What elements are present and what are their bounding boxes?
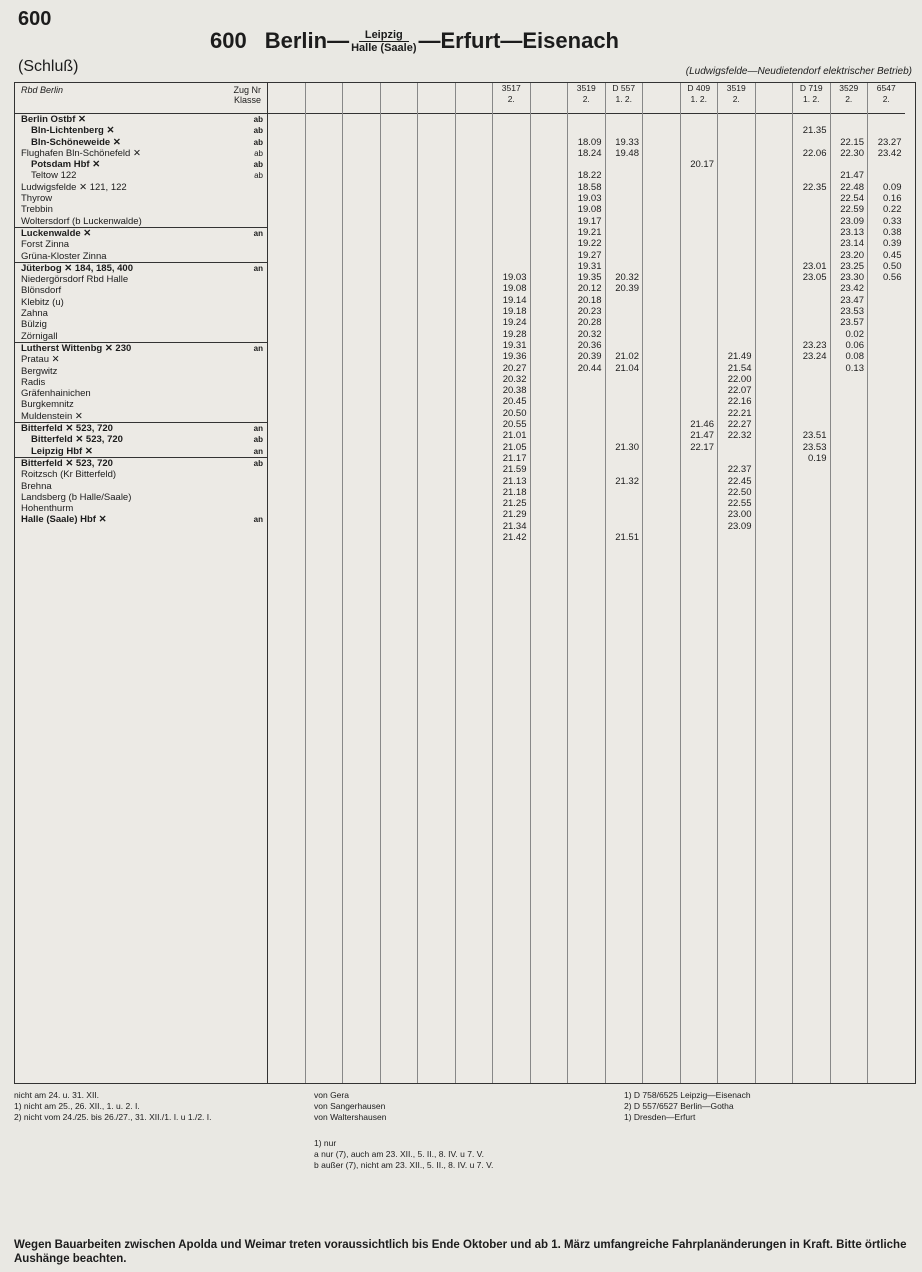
station-row	[15, 137, 267, 148]
footnotes-bottom	[314, 1138, 644, 1171]
subtitle-electric: (Ludwigsfelde—Neudietendorf elektrischer Betrieb)	[685, 66, 912, 77]
station-name: Jüterbog ✕ 184, 185, 400	[21, 262, 133, 274]
station-row	[15, 193, 267, 204]
station-name: Bitterfeld ✕ 523, 720	[21, 423, 113, 435]
station-row	[15, 434, 267, 445]
train-times: 20.17 21.46 21.47 22.17	[690, 159, 714, 453]
train-number: 3519 2.	[718, 83, 755, 114]
subtitle-schluss: (Schluß)	[18, 58, 79, 75]
station-name: Teltow 122	[31, 170, 77, 182]
train-number: 3529 2.	[831, 83, 868, 114]
train-column	[643, 83, 681, 1083]
station-name: Brehna	[21, 480, 52, 492]
footnotes-left	[14, 1090, 284, 1123]
train-column	[456, 83, 494, 1083]
station-list	[15, 114, 267, 526]
train-number: D 409 1. 2.	[681, 83, 718, 114]
station-row	[15, 308, 267, 319]
arrival-departure-marker: ab	[253, 160, 263, 170]
station-row	[15, 114, 267, 125]
station-row	[15, 204, 267, 215]
footnote-line: 2) D 557/6527 Berlin—Gotha	[624, 1101, 734, 1111]
footnotes-right	[624, 1090, 914, 1123]
station-name: Roitzsch (Kr Bitterfeld)	[21, 469, 117, 481]
train-number	[456, 83, 493, 114]
title-fraction	[351, 29, 416, 54]
title-frac-bottom: Halle (Saale)	[351, 41, 417, 54]
train-column	[568, 83, 606, 1083]
footnote-line: 1) Dresden—Erfurt	[624, 1112, 696, 1122]
station-name: Landsberg (b Halle/Saale)	[21, 491, 132, 503]
title-frac-top: Leipzig	[359, 29, 409, 42]
train-column	[756, 83, 794, 1083]
station-row	[15, 285, 267, 296]
train-column	[718, 83, 756, 1083]
station-name: Zörnigall	[21, 330, 58, 342]
station-name: Bülzig	[21, 319, 47, 331]
station-row	[15, 159, 267, 170]
station-row	[15, 411, 267, 422]
train-column	[681, 83, 719, 1083]
arrival-departure-marker: an	[253, 343, 263, 353]
page-title	[210, 24, 730, 58]
train-number	[756, 83, 793, 114]
title-start: Berlin—	[264, 28, 350, 53]
train-column	[531, 83, 569, 1083]
footnote-line: 1) nur	[314, 1138, 337, 1148]
footnote-line: a nur (7), auch am 23. XII., 5. II., 8. IV. u 7. V.	[314, 1149, 484, 1159]
station-row	[15, 125, 267, 136]
footnote-line: von Waltershausen	[314, 1112, 387, 1122]
page-number: 600	[18, 8, 52, 30]
station-name: Luckenwalde ✕	[21, 227, 92, 239]
station-name: Flughafen Bln-Schönefeld ✕	[21, 147, 141, 159]
station-row	[15, 251, 267, 262]
header-row	[15, 83, 267, 114]
station-row	[15, 446, 267, 457]
footnote-line: 1) nicht am 25., 26. XII., 1. u. 2. I.	[14, 1101, 140, 1111]
train-column	[831, 83, 869, 1083]
station-row	[15, 514, 267, 525]
train-times: 18.09 18.24 18.22 18.58 19.03 19.08 19.17 19.21 19.22 19.27 19.31 19.35 20.12 20.18 20.23 20.28 20.32 20.36 20.39 20.44	[577, 136, 602, 374]
station-name: Grüna-Kloster Zinna	[21, 250, 107, 262]
station-name: Berlin Ostbf ✕	[21, 114, 86, 125]
footnote-line: 1) D 758/6525 Leipzig—Eisenach	[624, 1090, 751, 1100]
station-row	[15, 216, 267, 227]
station-row	[15, 342, 267, 354]
train-number	[418, 83, 455, 114]
station-row	[15, 182, 267, 193]
footnote-line: von Sangerhausen	[314, 1101, 386, 1111]
train-number: 6547 2.	[868, 83, 905, 114]
arrival-departure-marker: ab	[253, 435, 263, 445]
station-row	[15, 388, 267, 399]
station-name: Bln-Schöneweide ✕	[31, 136, 121, 148]
arrival-departure-marker: ab	[253, 115, 263, 124]
station-row	[15, 377, 267, 388]
arrival-departure-marker: ab	[254, 171, 263, 181]
train-times: 23.27 23.42 0.09 0.16 0.22 0.33 0.38 0.39 0.45 0.50 0.56	[877, 136, 902, 284]
train-column	[343, 83, 381, 1083]
footnote-line: 2) nicht vom 24./25. bis 26./27., 31. XII./1. I. u 1./2. I.	[14, 1112, 212, 1122]
station-name: Gräfenhainichen	[21, 388, 91, 400]
station-name: Muldenstein ✕	[21, 410, 83, 422]
train-times: 19.33 19.48 20.32 20.39 21.02 21.04 21.30 21.32 21.51	[615, 136, 639, 543]
zug-label: Zug Nr Klasse	[233, 85, 261, 105]
arrival-departure-marker: ab	[254, 148, 263, 158]
station-name: Bitterfeld ✕ 523, 720	[21, 457, 113, 469]
station-name: Bergwitz	[21, 365, 58, 377]
train-number: D 719 1. 2.	[793, 83, 830, 114]
station-row	[15, 239, 267, 250]
train-column	[493, 83, 531, 1083]
station-name: Woltersdorf (b Luckenwalde)	[21, 215, 142, 227]
station-name: Halle (Saale) Hbf ✕	[21, 514, 107, 526]
train-column	[268, 83, 306, 1083]
station-name: Forst Zinna	[21, 239, 70, 251]
footnotes-mid	[314, 1090, 544, 1123]
arrival-departure-marker: an	[253, 446, 263, 456]
train-number	[306, 83, 343, 114]
station-name: Radis	[21, 376, 46, 388]
train-number	[643, 83, 680, 114]
train-number: 3519 2.	[568, 83, 605, 114]
arrival-departure-marker: ab	[253, 126, 263, 136]
station-row	[15, 457, 267, 469]
station-row	[15, 148, 267, 159]
title-end: —Erfurt—Eisenach	[418, 28, 619, 53]
train-number: 3517 2.	[493, 83, 530, 114]
station-name: Lutherst Wittenbg ✕ 230	[21, 342, 132, 354]
train-times: 19.03 19.08 19.14 19.18 19.24 19.28 19.31 19.36 20.27 20.32 20.38 20.45 20.50 20.55 21.01 21.05 21.17 21.59 21.13 21.18 21.25 21.29 21.34 21.42	[502, 272, 527, 543]
train-column	[606, 83, 644, 1083]
station-name: Bitterfeld ✕ 523, 720	[31, 434, 123, 446]
timetable	[14, 82, 916, 1084]
arrival-departure-marker: an	[253, 228, 263, 238]
station-column	[15, 83, 268, 1083]
station-row	[15, 354, 267, 365]
arrival-departure-marker: ab	[253, 137, 263, 147]
station-row	[15, 170, 267, 181]
train-column	[418, 83, 456, 1083]
station-row	[15, 481, 267, 492]
station-name: Trebbin	[21, 204, 53, 216]
station-row	[15, 274, 267, 285]
station-row	[15, 492, 267, 503]
station-row	[15, 297, 267, 308]
station-name: Bln-Lichtenberg ✕	[31, 125, 115, 137]
station-name: Burgkemnitz	[21, 399, 74, 411]
station-row	[15, 262, 267, 274]
train-number	[268, 83, 305, 114]
footnote-line: nicht am 24. u. 31. XII.	[14, 1090, 100, 1100]
station-name: Niedergörsdorf Rbd Halle	[21, 274, 129, 286]
station-row	[15, 366, 267, 377]
station-name: Ludwigsfelde ✕ 121, 122	[21, 181, 127, 193]
train-times: 22.15 22.30 21.47 22.48 22.54 22.59 23.09 23.13 23.14 23.20 23.25 23.30 23.42 23.47 23.53 23.57 0.02 0.06 0.08 0.13	[840, 136, 864, 374]
train-number	[531, 83, 568, 114]
title-number: 600	[210, 28, 247, 53]
arrival-departure-marker: an	[253, 515, 263, 525]
train-column	[306, 83, 344, 1083]
arrival-departure-marker: ab	[253, 458, 263, 468]
train-number: D 557 1. 2.	[606, 83, 643, 114]
train-column	[381, 83, 419, 1083]
train-columns	[268, 83, 915, 1083]
station-name: Pratau ✕	[21, 354, 60, 366]
train-number	[381, 83, 418, 114]
station-name: Potsdam Hbf ✕	[31, 159, 101, 171]
station-row	[15, 503, 267, 514]
arrival-departure-marker: an	[253, 263, 263, 273]
construction-notice: Wegen Bauarbeiten zwischen Apolda und Weimar treten voraussichtlich bis Ende Oktober und ab 1. März umfangreiche Fahrplanänderungen in Kraft. Bitte örtliche Aushänge beachten.	[14, 1239, 907, 1265]
station-row	[15, 399, 267, 410]
train-number	[343, 83, 380, 114]
station-name: Hohenthurm	[21, 503, 74, 515]
rbd-label: Rbd Berlin	[21, 85, 64, 95]
station-row	[15, 422, 267, 434]
station-name: Klebitz (u)	[21, 296, 64, 308]
station-row	[15, 319, 267, 330]
footnote-line: b außer (7), nicht am 23. XII., 5. II., 8. IV. u 7. V.	[314, 1160, 494, 1170]
station-name: Thyrow	[21, 193, 53, 205]
station-name: Leipzig Hbf ✕	[31, 445, 93, 457]
arrival-departure-marker: an	[253, 424, 263, 434]
train-times: 21.49 21.54 22.00 22.07 22.16 22.21 22.27 22.32 22.37 22.45 22.50 22.55 23.00 23.09	[727, 351, 752, 532]
station-row	[15, 469, 267, 480]
train-times: 21.35 22.06 22.35 23.01 23.05 23.23 23.24 23.51 23.53 0.19	[802, 125, 827, 464]
station-name: Zahna	[21, 308, 48, 320]
station-row	[15, 331, 267, 342]
train-column	[793, 83, 831, 1083]
station-name: Blönsdorf	[21, 285, 62, 297]
train-column	[868, 83, 905, 1083]
station-row	[15, 227, 267, 239]
footnote-line: von Gera	[314, 1090, 349, 1100]
